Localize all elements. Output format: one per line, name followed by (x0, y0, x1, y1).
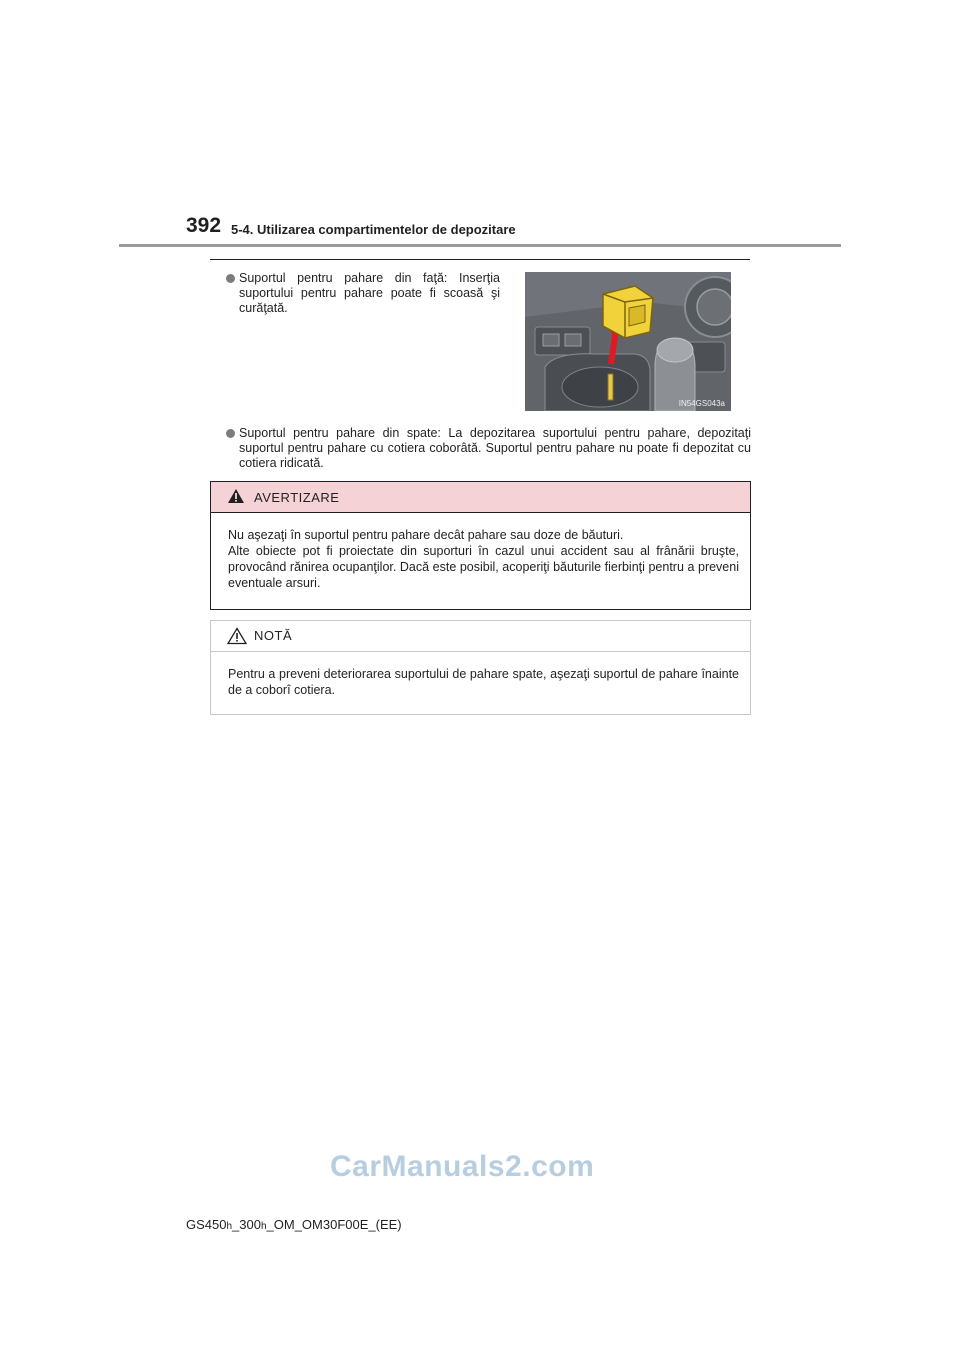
note-box (210, 620, 751, 715)
figure-code: IN54GS043a (678, 399, 725, 408)
bullet-front-cup-holder (226, 271, 500, 316)
warning-body (228, 527, 739, 591)
bullet-dot-icon (226, 429, 235, 438)
header-rule (119, 244, 841, 247)
cup-holder-insert-illustration-icon (525, 272, 731, 411)
footer-part-3: _OM_OM30F00E_(EE) (266, 1217, 402, 1232)
document-code-footer (186, 1217, 402, 1232)
warning-title: AVERTIZARE (254, 490, 340, 505)
bullet-text: Suportul pentru pahare din faţă: Inserţia suportului pentru pahare poate fi scoasă şi curăţată. (239, 271, 500, 315)
footer-part-1: GS450 (186, 1217, 227, 1232)
warning-header (211, 482, 750, 513)
warning-line-2: Alte obiecte pot fi proiectate din suporturi în cazul unui accident sau al frânării bruşte, provocând rănirea ocupanţilor. Dacă este posibil, acoperiţi băuturile fierbinţi pentru a preveni eventuale arsuri. (228, 544, 739, 590)
note-title: NOTĂ (254, 628, 293, 643)
section-title: 5-4. Utilizarea compartimentelor de depozitare (231, 222, 516, 237)
page-header (186, 214, 746, 244)
bullet-dot-icon (226, 274, 235, 283)
bullet-text: Suportul pentru pahare din spate: La depozitarea suportului pentru pahare, depozitaţi suportul pentru pahare cu cotiera coborâtă. Suportul pentru pahare nu poate fi depozitat cu cotiera ridicată. (239, 426, 751, 470)
footer-part-2: _300 (232, 1217, 261, 1232)
note-body (228, 666, 739, 698)
warning-box (210, 481, 751, 610)
warning-line-1: Nu aşezaţi în suportul pentru pahare decât pahare sau doze de băuturi. (228, 528, 624, 542)
note-text: Pentru a preveni deteriorarea suportului de pahare spate, aşezaţi suportul de pahare înainte de a coborî cotiera. (228, 667, 739, 697)
bullet-rear-cup-holder (226, 426, 751, 471)
note-header (211, 621, 750, 652)
warning-triangle-icon (227, 488, 245, 504)
content-top-rule (210, 259, 750, 260)
footer-sub-1: h (226, 1221, 233, 1232)
watermark: CarManuals2.com (330, 1150, 595, 1183)
page-number: 392 (186, 214, 222, 237)
caution-triangle-icon (227, 627, 247, 645)
footer-sub-2: h (260, 1221, 267, 1232)
cup-holder-figure (525, 272, 731, 411)
